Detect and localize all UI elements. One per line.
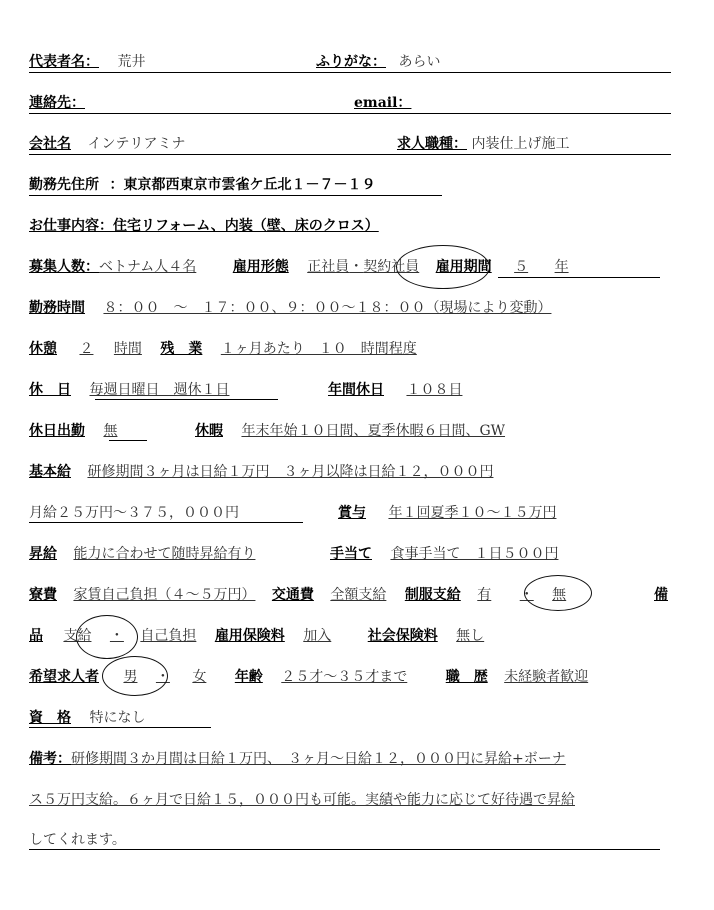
underline: [29, 154, 671, 155]
job-label: 求人職種：: [397, 136, 467, 152]
period-value: ５: [514, 259, 529, 275]
salary-row-2: [29, 504, 239, 522]
allowance-label: 手当て: [330, 546, 372, 562]
uniform-yes: 有: [477, 587, 492, 603]
male-circle: [102, 656, 168, 696]
dorm-value: 家賃自己負担（４～５万円）: [73, 587, 256, 603]
underline: [29, 72, 671, 73]
equipment-label-row: [654, 586, 668, 604]
overtime-label: 残 業: [160, 341, 203, 357]
bonus-label: 賞与: [338, 505, 366, 521]
work-content-row: [29, 217, 379, 235]
transport-value: 全額支給: [330, 587, 387, 603]
holiday-row: [29, 381, 229, 399]
remarks-row-3: [29, 831, 126, 849]
recruit-label: 募集人数：: [29, 259, 99, 275]
period-label: 雇用期間: [435, 259, 492, 275]
representative-row: [29, 53, 145, 71]
desired-female: 女: [192, 669, 207, 685]
holiday-label: 休 日: [29, 382, 71, 398]
break-label: 休憩: [29, 341, 57, 357]
allowance-row: [330, 545, 558, 563]
raise-row: [29, 545, 255, 563]
remarks-line-2: ス５万円支給。６ヶ月で日給１５，０００円も可能。実績や能力に応じて好待遇で昇給: [29, 792, 575, 808]
hours-label: 勤務時間: [29, 300, 85, 316]
remarks-label: 備考：: [29, 751, 71, 767]
salary-label: 基本給: [29, 464, 71, 480]
uniform-yes-circle: [524, 575, 592, 611]
hours-value: ８：００ ～ １７：００、９：００～１８：００（現場により変動）: [103, 300, 552, 316]
period-unit: 年: [554, 259, 569, 275]
annual-holiday-value: １０８日: [406, 382, 463, 398]
social-insurance-label: 社会保険料: [367, 628, 438, 644]
allowance-value: 食事手当て １日５００円: [390, 546, 559, 562]
job-row: [397, 135, 569, 153]
holiday-value: 毎週日曜日 週休１日: [89, 382, 230, 398]
holiday-work-row: [29, 422, 117, 440]
type-dot: ・: [349, 259, 364, 275]
career-value: 未経験者歓迎: [504, 669, 589, 685]
vacation-value: 年末年始１０日間、夏季休暇６日間、GW: [241, 423, 506, 439]
salary-value-2: 月給２５万円～３７５，０００円: [29, 505, 239, 521]
work-content-value: 住宅リフォーム、内装（壁、床のクロス）: [113, 218, 379, 234]
dorm-row: [29, 586, 566, 604]
raise-value: 能力に合わせて随時昇給有り: [73, 546, 256, 562]
remarks-line-1: 研修期間３か月間は日給１万円、 ３ヶ月～日給１２，０００円に昇給+ボーナ: [71, 751, 566, 767]
representative-value: 荒井: [117, 54, 146, 70]
annual-holiday-label: 年間休日: [328, 382, 384, 398]
underline: [29, 849, 660, 850]
equipment-self: 自己負担: [140, 628, 197, 644]
underline: [29, 113, 671, 114]
hours-row: [29, 299, 551, 317]
contract-employee-circle: [396, 245, 490, 289]
age-label: 年齢: [234, 669, 263, 685]
remarks-row-1: [29, 750, 566, 768]
annual-holiday-row: [328, 381, 462, 399]
equipment-dot: ・: [109, 628, 124, 644]
uniform-label: 制服支給: [404, 587, 461, 603]
underline: [29, 522, 303, 523]
uniform-dot: ・: [519, 587, 534, 603]
equipment-label-1: 備: [654, 587, 668, 603]
address-row: [29, 176, 375, 194]
desired-label: 希望求人者: [29, 669, 99, 685]
uniform-no: 無: [552, 587, 567, 603]
bonus-row: [338, 504, 556, 522]
break-row: [29, 340, 417, 358]
email-label: email：: [354, 95, 412, 111]
desired-dot: ・: [155, 669, 170, 685]
company-row: [29, 135, 185, 153]
break-unit: 時間: [113, 341, 142, 357]
equipment-paid: 支給: [63, 628, 92, 644]
break-value: ２: [79, 341, 94, 357]
equipment-label-2: 品: [29, 628, 43, 644]
qualification-row: [29, 709, 145, 727]
remarks-row-2: [29, 791, 575, 809]
company-value: インテリアミナ: [87, 136, 186, 152]
holiday-work-value: 無: [103, 423, 118, 439]
age-value: ２５才～３５才まで: [281, 669, 408, 685]
job-value: 内装仕上げ施工: [471, 136, 570, 152]
remarks-line-3: してくれます。: [29, 832, 126, 848]
furigana-value: あらい: [398, 54, 441, 70]
underline: [29, 727, 211, 728]
transport-label: 交通費: [271, 587, 314, 603]
address-label: 勤務先住所: [29, 177, 99, 193]
desired-male: 男: [123, 669, 138, 685]
contact-row: [29, 94, 85, 112]
employment-insurance-label: 雇用保険料: [214, 628, 285, 644]
address-value: ：東京都西東京市雲雀ケ丘北１－７－１９: [109, 177, 376, 193]
vacation-label: 休暇: [195, 423, 223, 439]
email-row: [354, 94, 411, 112]
employment-insurance-value: 加入: [303, 628, 332, 644]
dorm-label: 寮費: [29, 587, 57, 603]
company-label: 会社名: [29, 136, 71, 152]
type-contract: 契約社員: [363, 259, 420, 275]
salary-value: 研修期間３ヶ月は日給１万円 ３ヶ月以降は日給１２，０００円: [87, 464, 494, 480]
qualification-value: 特になし: [89, 710, 146, 726]
salary-row: [29, 463, 493, 481]
bonus-value: 年１回夏季１０～１５万円: [388, 505, 557, 521]
overtime-value: １ヶ月あたり １０ 時間程度: [220, 341, 417, 357]
contact-label: 連絡先：: [29, 95, 85, 111]
career-label: 職 歴: [445, 669, 488, 685]
type-regular: 正社員: [307, 259, 350, 275]
work-content-label: お仕事内容：: [29, 218, 113, 234]
vacation-row: [195, 422, 505, 440]
employment-label: 雇用形態: [232, 259, 289, 275]
furigana-row: [316, 53, 440, 71]
qualification-label: 資 格: [29, 710, 71, 726]
recruit-value: ベトナム人４名: [99, 259, 197, 275]
underline: [109, 440, 147, 441]
furigana-label: ふりがな：: [316, 54, 386, 70]
equipment-paid-circle: [76, 615, 138, 659]
underline: [95, 399, 278, 400]
underline: [29, 195, 442, 196]
representative-label: 代表者名：: [29, 54, 99, 70]
social-insurance-value: 無し: [456, 628, 485, 644]
raise-label: 昇給: [29, 546, 57, 562]
underline: [498, 277, 660, 278]
holiday-work-label: 休日出勤: [29, 423, 85, 439]
